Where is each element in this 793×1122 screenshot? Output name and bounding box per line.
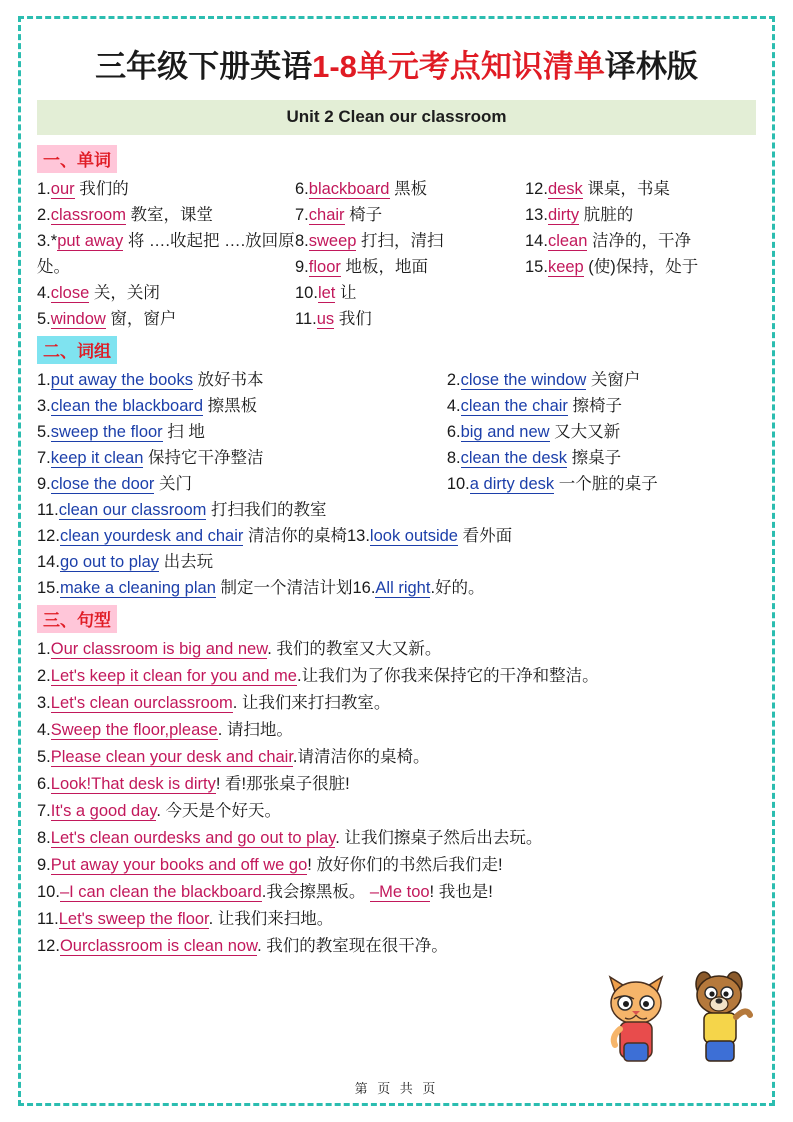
sentence-item xyxy=(37,906,756,933)
word-number: 2. xyxy=(37,206,51,224)
phrase-number: 10. xyxy=(446,475,470,493)
words-column-3 xyxy=(525,176,750,280)
word-number: 7. xyxy=(295,206,309,224)
sentence-item xyxy=(37,636,756,663)
sentence-number: 5. xyxy=(37,748,51,766)
phrase-chinese: 关门 xyxy=(154,475,193,493)
phrase-chinese: 擦桌子 xyxy=(567,449,622,467)
phrase-english: clean the chair xyxy=(460,397,568,415)
phrase-chinese: 擦椅子 xyxy=(567,397,623,415)
sentence-english-second: –Me too xyxy=(369,883,430,901)
phrase-number: 6. xyxy=(446,423,461,441)
phrase-number: 11. xyxy=(37,501,59,519)
phrase-number: 16. xyxy=(352,579,376,597)
phrase-english: big and new xyxy=(460,423,550,441)
sentence-item xyxy=(37,933,756,960)
word-item xyxy=(525,202,750,228)
section-heading-phrases: 二、词组 xyxy=(37,336,117,364)
sentence-number: 6. xyxy=(37,775,51,793)
word-english: clean xyxy=(547,232,588,250)
phrase-chinese: 擦黑板 xyxy=(203,397,258,415)
word-english: desk xyxy=(547,180,583,198)
phrase-english: clean the desk xyxy=(460,449,567,467)
sentence-number: 11. xyxy=(37,910,59,928)
phrase-item xyxy=(447,445,756,471)
phrase-english: close the window xyxy=(460,371,587,389)
word-english: dirty xyxy=(547,206,580,224)
word-number: 8. xyxy=(295,232,309,250)
word-chinese: 我们 xyxy=(334,310,372,328)
cartoon-mascots-illustration xyxy=(594,959,754,1069)
sentence-item xyxy=(37,798,756,825)
word-item xyxy=(295,306,525,332)
title-highlight: 1-8单元考点知识清单 xyxy=(312,49,605,84)
sentence-chinese: . 我们的教室现在很干净。 xyxy=(257,937,448,955)
word-chinese: 课桌，书桌 xyxy=(582,180,670,198)
phrase-row xyxy=(37,367,756,393)
word-english: keep xyxy=(547,258,584,276)
word-english: put away xyxy=(57,232,124,250)
phrase-english: clean yourdesk and chair xyxy=(59,527,244,545)
title-part2: 译林版 xyxy=(604,49,698,84)
sentence-chinese: .我会擦黑板。 xyxy=(261,883,370,901)
phrase-chinese: 扫 地 xyxy=(162,423,205,441)
section-heading-sentences: 三、句型 xyxy=(37,605,117,633)
phrase-item xyxy=(37,419,447,445)
phrase-chinese: 关窗户 xyxy=(586,371,641,389)
word-item xyxy=(525,228,750,254)
phrase-item xyxy=(37,393,447,419)
sentence-number: 12. xyxy=(37,937,60,955)
sentence-item xyxy=(37,879,756,906)
word-english: let xyxy=(317,284,336,302)
phrase-row xyxy=(37,419,756,445)
sentence-chinese: . 让我们来打扫教室。 xyxy=(232,694,391,712)
word-number: 3.* xyxy=(37,232,58,250)
word-number: 5. xyxy=(37,310,51,328)
sentence-english: Please clean your desk and chair xyxy=(50,748,293,766)
word-number: 14. xyxy=(525,232,548,250)
phrase-english: look outside xyxy=(369,527,458,545)
sentence-chinese: ! 看!那张桌子很脏! xyxy=(215,775,350,793)
word-chinese: 关，关闭 xyxy=(89,284,160,302)
sentence-item xyxy=(37,825,756,852)
word-item xyxy=(37,176,295,202)
phrase-english: put away the books xyxy=(50,371,193,389)
sentence-english: Put away your books and off we go xyxy=(50,856,308,874)
sentence-number: 3. xyxy=(37,694,51,712)
phrase-chinese: 打扫我们的教室 xyxy=(206,501,327,519)
sentence-english: Our classroom is big and new xyxy=(50,640,268,658)
phrase-item xyxy=(447,393,756,419)
word-item xyxy=(525,254,750,280)
word-english: floor xyxy=(308,258,341,276)
sentence-english: Ourclassroom is clean now xyxy=(59,937,258,955)
word-english: classroom xyxy=(50,206,126,224)
phrase-item xyxy=(37,523,756,549)
phrase-item xyxy=(37,549,756,575)
phrase-number: 9. xyxy=(37,475,51,493)
sentence-item xyxy=(37,852,756,879)
word-number: 1. xyxy=(37,180,51,198)
phrase-number: 8. xyxy=(446,449,461,467)
words-column-2 xyxy=(295,176,525,332)
phrase-item xyxy=(447,471,756,497)
section-heading-words: 一、单词 xyxy=(37,145,117,173)
phrase-chinese: 又大又新 xyxy=(549,423,621,441)
phrase-chinese: .好的。 xyxy=(430,579,485,597)
word-english: sweep xyxy=(308,232,357,250)
phrase-item xyxy=(37,471,447,497)
word-item xyxy=(37,202,295,228)
sentence-english: Let's sweep the floor xyxy=(58,910,209,928)
sentence-number: 9. xyxy=(37,856,51,874)
sentence-english: It's a good day xyxy=(50,802,157,820)
sentence-item xyxy=(37,771,756,798)
sentence-chinese: . 今天是个好天。 xyxy=(156,802,282,820)
word-chinese: 将 ….收起把 ….放回原处。 xyxy=(37,232,295,276)
page-footer: 第 页 共 页 xyxy=(354,1081,439,1096)
sentence-number: 8. xyxy=(37,829,51,847)
sentence-english: Look!That desk is dirty xyxy=(50,775,216,793)
word-number: 9. xyxy=(295,258,309,276)
phrase-item xyxy=(447,367,756,393)
phrase-english: make a cleaning plan xyxy=(59,579,216,597)
word-item xyxy=(295,280,525,306)
phrase-item xyxy=(37,497,756,523)
phrase-english: clean our classroom xyxy=(58,501,207,519)
word-english: blackboard xyxy=(308,180,390,198)
sentence-number: 4. xyxy=(37,721,51,739)
words-section xyxy=(37,176,756,332)
sentence-english: Sweep the floor,please xyxy=(50,721,218,739)
phrase-chinese: 看外面 xyxy=(457,527,513,545)
sentence-chinese: .让我们为了你我来保持它的干净和整洁。 xyxy=(296,667,599,685)
word-chinese: 打扫，清扫 xyxy=(356,232,444,250)
phrase-english: clean the blackboard xyxy=(50,397,204,415)
phrase-number: 13. xyxy=(346,527,370,545)
phrase-number: 12. xyxy=(37,527,60,545)
sentence-english: Let's clean ourdesks and go out to play xyxy=(50,829,336,847)
word-chinese: 黑板 xyxy=(389,180,428,198)
phrase-chinese: 出去玩 xyxy=(159,553,214,571)
phrase-english: keep it clean xyxy=(50,449,144,467)
word-item xyxy=(295,176,525,202)
phrase-number: 14. xyxy=(37,553,60,571)
sentence-chinese: ! 放好你们的书然后我们走! xyxy=(307,856,503,874)
word-number: 10. xyxy=(295,284,318,302)
phrase-number: 15. xyxy=(37,579,60,597)
phrase-number: 3. xyxy=(37,397,51,415)
page-container xyxy=(18,16,775,1106)
sentence-english: Let's clean ourclassroom xyxy=(50,694,233,712)
sentence-item xyxy=(37,690,756,717)
phrase-number: 1. xyxy=(37,371,51,389)
phrase-row xyxy=(37,471,756,497)
word-chinese: 让 xyxy=(335,284,357,302)
word-chinese: 教室，课堂 xyxy=(125,206,214,224)
page-title xyxy=(37,41,756,86)
word-chinese: (使)保持，处于 xyxy=(583,258,699,276)
word-number: 15. xyxy=(525,258,548,276)
word-english: chair xyxy=(308,206,345,224)
phrase-chinese: 清洁你的桌椅 xyxy=(243,527,347,545)
word-chinese: 我们的 xyxy=(74,180,129,198)
phrase-english: All right xyxy=(375,579,431,597)
phrase-row xyxy=(37,393,756,419)
word-number: 12. xyxy=(525,180,548,198)
word-item xyxy=(525,176,750,202)
sentence-english: –I can clean the blackboard xyxy=(59,883,262,901)
sentence-chinese: . 让我们来扫地。 xyxy=(208,910,334,928)
word-number: 11. xyxy=(295,310,317,328)
words-column-1 xyxy=(37,176,295,332)
word-number: 6. xyxy=(295,180,309,198)
phrase-english: close the door xyxy=(50,475,155,493)
sentence-number: 10. xyxy=(37,883,60,901)
word-chinese: 椅子 xyxy=(344,206,383,224)
sentence-item xyxy=(37,717,756,744)
word-english: close xyxy=(50,284,90,302)
phrase-english: sweep the floor xyxy=(50,423,163,441)
word-english: window xyxy=(50,310,106,328)
sentences-section xyxy=(37,636,756,960)
word-number: 13. xyxy=(525,206,548,224)
phrase-chinese: 放好书本 xyxy=(192,371,264,389)
sentence-chinese: . 我们的教室又大又新。 xyxy=(267,640,442,658)
unit-heading: Unit 2 Clean our classroom xyxy=(37,100,756,135)
word-english: us xyxy=(316,310,335,328)
word-chinese: 地板，地面 xyxy=(340,258,428,276)
sentence-number: 7. xyxy=(37,802,51,820)
sentence-item xyxy=(37,663,756,690)
phrase-number: 2. xyxy=(446,371,461,389)
sentence-number: 2. xyxy=(37,667,51,685)
word-item xyxy=(295,228,525,254)
sentence-chinese-second: ! 我也是! xyxy=(429,883,493,901)
phrases-section xyxy=(37,367,756,497)
phrase-item xyxy=(37,367,447,393)
phrase-chinese: 一个脏的桌子 xyxy=(554,475,658,493)
phrase-english: a dirty desk xyxy=(469,475,555,493)
sentence-chinese: . 让我们擦桌子然后出去玩。 xyxy=(335,829,543,847)
word-item xyxy=(37,306,295,332)
word-english: our xyxy=(50,180,75,198)
word-item xyxy=(37,280,295,306)
phrase-item xyxy=(37,445,447,471)
phrase-item xyxy=(447,419,756,445)
word-chinese: 洁净的，干净 xyxy=(587,232,691,250)
phrase-number: 5. xyxy=(37,423,51,441)
phrase-chinese: 制定一个清洁计划 xyxy=(215,579,353,597)
phrase-number: 4. xyxy=(446,397,461,415)
sentence-item xyxy=(37,744,756,771)
word-item xyxy=(295,254,525,280)
word-chinese: 窗，窗户 xyxy=(105,310,177,328)
phrase-row xyxy=(37,445,756,471)
word-number: 4. xyxy=(37,284,51,302)
phrase-chinese: 保持它干净整洁 xyxy=(143,449,264,467)
word-chinese: 肮脏的 xyxy=(579,206,634,224)
phrase-item xyxy=(37,575,756,601)
title-part1: 三年级下册英语 xyxy=(95,49,313,84)
sentence-chinese: .请清洁你的桌椅。 xyxy=(292,748,430,766)
word-item xyxy=(37,228,295,280)
sentence-english: Let's keep it clean for you and me xyxy=(50,667,297,685)
sentence-number: 1. xyxy=(37,640,51,658)
word-item xyxy=(295,202,525,228)
phrase-number: 7. xyxy=(37,449,51,467)
sentence-chinese: . 请扫地。 xyxy=(217,721,293,739)
phrase-english: go out to play xyxy=(59,553,160,571)
